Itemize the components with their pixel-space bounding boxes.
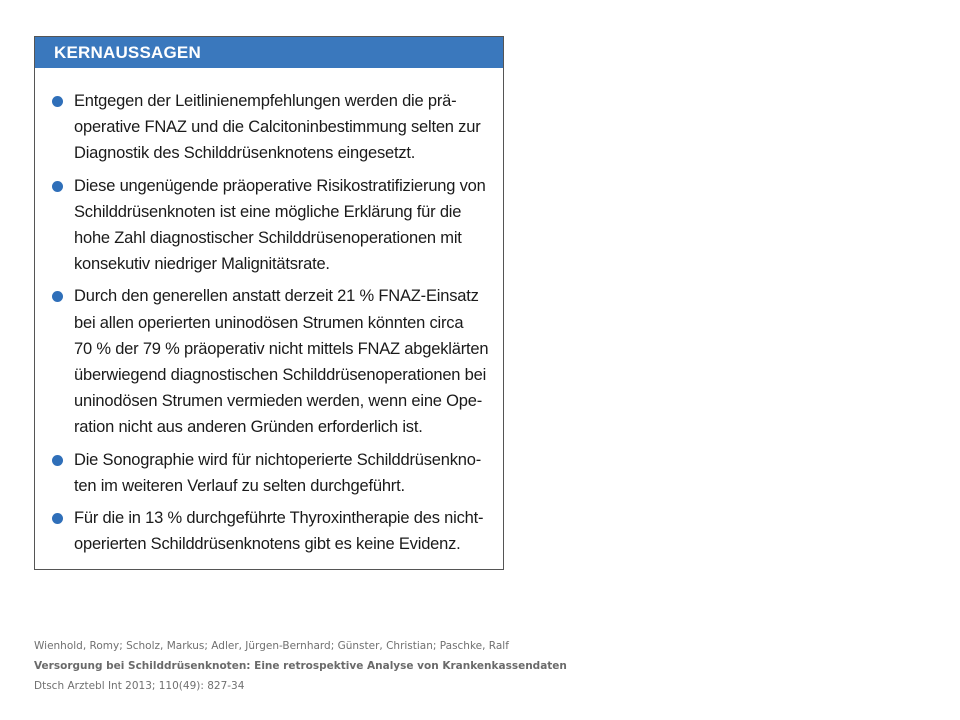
item-line: Entgegen der Leitlinienempfehlungen werden die prä-: [74, 92, 457, 110]
citation-authors: Wienhold, Romy; Scholz, Markus; Adler, Jürgen-Bernhard; Günster, Christian; Paschke, Ralf: [34, 640, 509, 652]
item-line: Die Sonographie wird für nichtoperierte Schilddrüsenkno-: [74, 450, 482, 469]
citation: [34, 636, 567, 696]
item-line: Für die in 13 % durchgeführte Thyroxintherapie des nicht-: [74, 509, 484, 528]
citation-title: Versorgung bei Schilddrüsenknoten: Eine retrospektive Analyse von Krankenkassendaten: [34, 660, 567, 672]
key-statements-box: [34, 36, 504, 570]
citation-journal: Dtsch Arztebl Int 2013; 110(49): 827-34: [34, 680, 245, 692]
bullet-icon: [52, 291, 63, 302]
item-line: Diese ungenügende präoperative Risikostratifizierung von: [74, 176, 486, 195]
list-item: [52, 505, 489, 557]
bullet-icon: [52, 455, 63, 466]
list-item: [52, 173, 489, 278]
item-line: ten im weiteren Verlauf zu selten durchgeführt.: [74, 476, 405, 495]
item-line: operative FNAZ und die Calcitoninbestimmung selten zur: [74, 118, 481, 137]
item-line: ration nicht aus anderen Gründen erforderlich ist.: [74, 418, 423, 437]
list-item: [52, 283, 489, 440]
bullet-icon: [52, 181, 63, 192]
key-statements-list: [35, 68, 503, 557]
item-line: Schilddrüsenknoten ist eine mögliche Erklärung für die: [74, 202, 462, 221]
item-line: konsekutiv niedriger Malignitätsrate.: [74, 255, 330, 274]
list-item: [52, 447, 489, 499]
item-line: bei allen operierten uninodösen Strumen könnten circa: [74, 313, 464, 332]
item-line: 70 % der 79 % präoperativ nicht mittels FNAZ abgeklärten: [74, 339, 489, 358]
item-line: uninodösen Strumen vermieden werden, wenn eine Ope-: [74, 392, 483, 411]
list-item: [52, 88, 489, 167]
item-line: hohe Zahl diagnostischer Schilddrüsenoperationen mit: [74, 229, 462, 248]
bullet-icon: [52, 513, 63, 524]
item-line: operierten Schilddrüsenknotens gibt es keine Evidenz.: [74, 535, 461, 554]
item-line: Diagnostik des Schilddrüsenknotens eingesetzt.: [74, 144, 416, 163]
item-line: überwiegend diagnostischen Schilddrüsenoperationen bei: [74, 366, 487, 385]
bullet-icon: [52, 96, 63, 107]
item-line: Durch den generellen anstatt derzeit 21 % FNAZ-Einsatz: [74, 287, 479, 306]
box-header: KERNAUSSAGEN: [35, 37, 503, 68]
